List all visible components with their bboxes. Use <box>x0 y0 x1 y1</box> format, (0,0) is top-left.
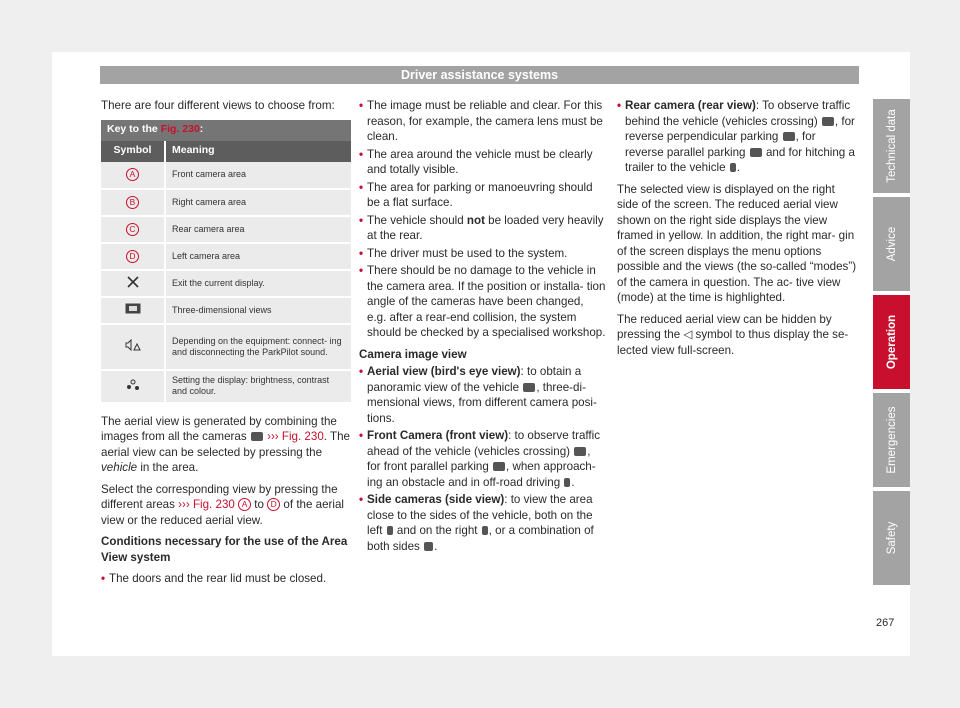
table-row: D Left camera area <box>101 243 351 270</box>
list-item: • Rear camera (rear view): To observe traffic behind the vehicle (vehicles crossing) , for reverse perpendicular parking , for reverse parallel parking and for hitching a trailer to the vehicle . <box>617 98 857 176</box>
conditions-heading: Conditions necessary for the use of the Area View system <box>101 535 348 564</box>
close-icon <box>127 276 139 288</box>
list-item: • The image must be reliable and clear. For this reason, for example, the camera lens must be clean. <box>359 98 606 145</box>
tab-safety[interactable]: Safety <box>873 491 910 585</box>
sound-toggle-icon <box>125 339 141 351</box>
right-side-icon <box>482 526 488 535</box>
table-row: Exit the current display. <box>101 270 351 297</box>
table-row: Setting the display: brightness, contrast and colour. <box>101 370 351 403</box>
list-item: • Front Camera (front view): to observe traffic ahead of the vehicle (vehicles crossing) , for front parallel parking , when approach- ing an obstacle and in off-road driving . <box>359 428 606 490</box>
list-item: • The vehicle should not be loaded very heavily at the rear. <box>359 213 606 244</box>
list-item: • Side cameras (side view): to view the area close to the sides of the vehicle, both on the left and on the right , or a combination of both sides . <box>359 492 606 554</box>
vehicles-crossing-icon <box>574 447 586 456</box>
selected-view-paragraph: The selected view is displayed on the right side of the screen. The reduced aerial view shown on the right side displays the view framed in yellow. In addition, the right mar- gin of the screen displays the menu options possible and the views (the so-called “modes”) of the camera in question. The ac- tive view (mode) at the time is highlighted. <box>617 182 857 304</box>
table-caption: Key to the Fig. 230: <box>101 120 351 141</box>
col-header-symbol: Symbol <box>101 141 165 162</box>
key-table <box>101 120 351 404</box>
column-1 <box>101 98 351 589</box>
back-arrow-icon: ◁ <box>683 328 693 341</box>
both-sides-icon <box>424 542 433 551</box>
column-2 <box>359 98 606 556</box>
three-dimensional-view-icon <box>125 303 141 314</box>
parallel-parking-icon <box>493 462 505 471</box>
table-row: C Rear camera area <box>101 216 351 243</box>
list-item: • The area around the vehicle must be clearly and totally visible. <box>359 147 606 178</box>
vehicle-icon <box>523 383 535 392</box>
tab-operation[interactable]: Operation <box>873 295 910 389</box>
list-item: • Aerial view (bird's eye view): to obtain a panoramic view of the vehicle , three-di- mensional views, from different camera posi- tions. <box>359 364 606 426</box>
page-header <box>100 66 859 84</box>
symbol-b: B <box>126 196 139 209</box>
table-row: Three-dimensional views <box>101 297 351 324</box>
reverse-parallel-parking-icon <box>750 148 762 157</box>
camera-view-heading: Camera image view <box>359 347 467 361</box>
left-side-icon <box>387 526 393 535</box>
header-title: Driver assistance systems <box>400 68 559 82</box>
vehicle-icon <box>251 432 263 441</box>
perpendicular-parking-icon <box>783 132 795 141</box>
off-road-icon <box>564 478 570 487</box>
column-3 <box>617 98 857 364</box>
display-settings-icon <box>125 379 141 391</box>
list-item: • The driver must be used to the system. <box>359 246 606 262</box>
intro-text: There are four different views to choose from: <box>101 99 335 112</box>
tab-advice[interactable]: Advice <box>873 197 910 291</box>
hide-view-paragraph: The reduced aerial view can be hidden by pressing the ◁ symbol to thus display the se- lected view full-screen. <box>617 312 849 357</box>
symbol-a-inline: A <box>238 498 251 511</box>
tab-technical-data[interactable]: Technical data <box>873 99 910 193</box>
list-item: • The doors and the rear lid must be closed. <box>101 571 351 587</box>
list-item: • The area for parking or manoeuvring should be a flat surface. <box>359 180 606 211</box>
table-row: Depending on the equipment: connect- ing and disconnecting the ParkPilot sound. <box>101 324 351 370</box>
col-header-meaning: Meaning <box>172 144 215 157</box>
list-item: • There should be no damage to the vehicle in the camera area. If the position or installa- tion angle of the cameras have been changed, e.g. after a rear-end collision, the system should be checked by a specialised workshop. <box>359 263 606 341</box>
page-number: 267 <box>876 617 895 629</box>
aerial-paragraph-1: The aerial view is generated by combining the images from all the cameras ››› Fig. 230. The aerial view can be selected by pressing the vehicle in the area. <box>101 414 350 474</box>
table-row: A Front camera area <box>101 162 351 189</box>
tab-emergencies[interactable]: Emergencies <box>873 393 910 487</box>
symbol-d-inline: D <box>267 498 280 511</box>
trailer-hitch-icon <box>730 163 736 172</box>
symbol-c: C <box>126 223 139 236</box>
table-row: B Right camera area <box>101 189 351 216</box>
aerial-paragraph-2: Select the corresponding view by pressing the different areas ››› Fig. 230 A to D of the aerial view or the reduced aerial view. <box>101 482 345 527</box>
vehicles-crossing-icon <box>822 117 834 126</box>
symbol-d: D <box>126 250 139 263</box>
symbol-a: A <box>126 168 139 181</box>
